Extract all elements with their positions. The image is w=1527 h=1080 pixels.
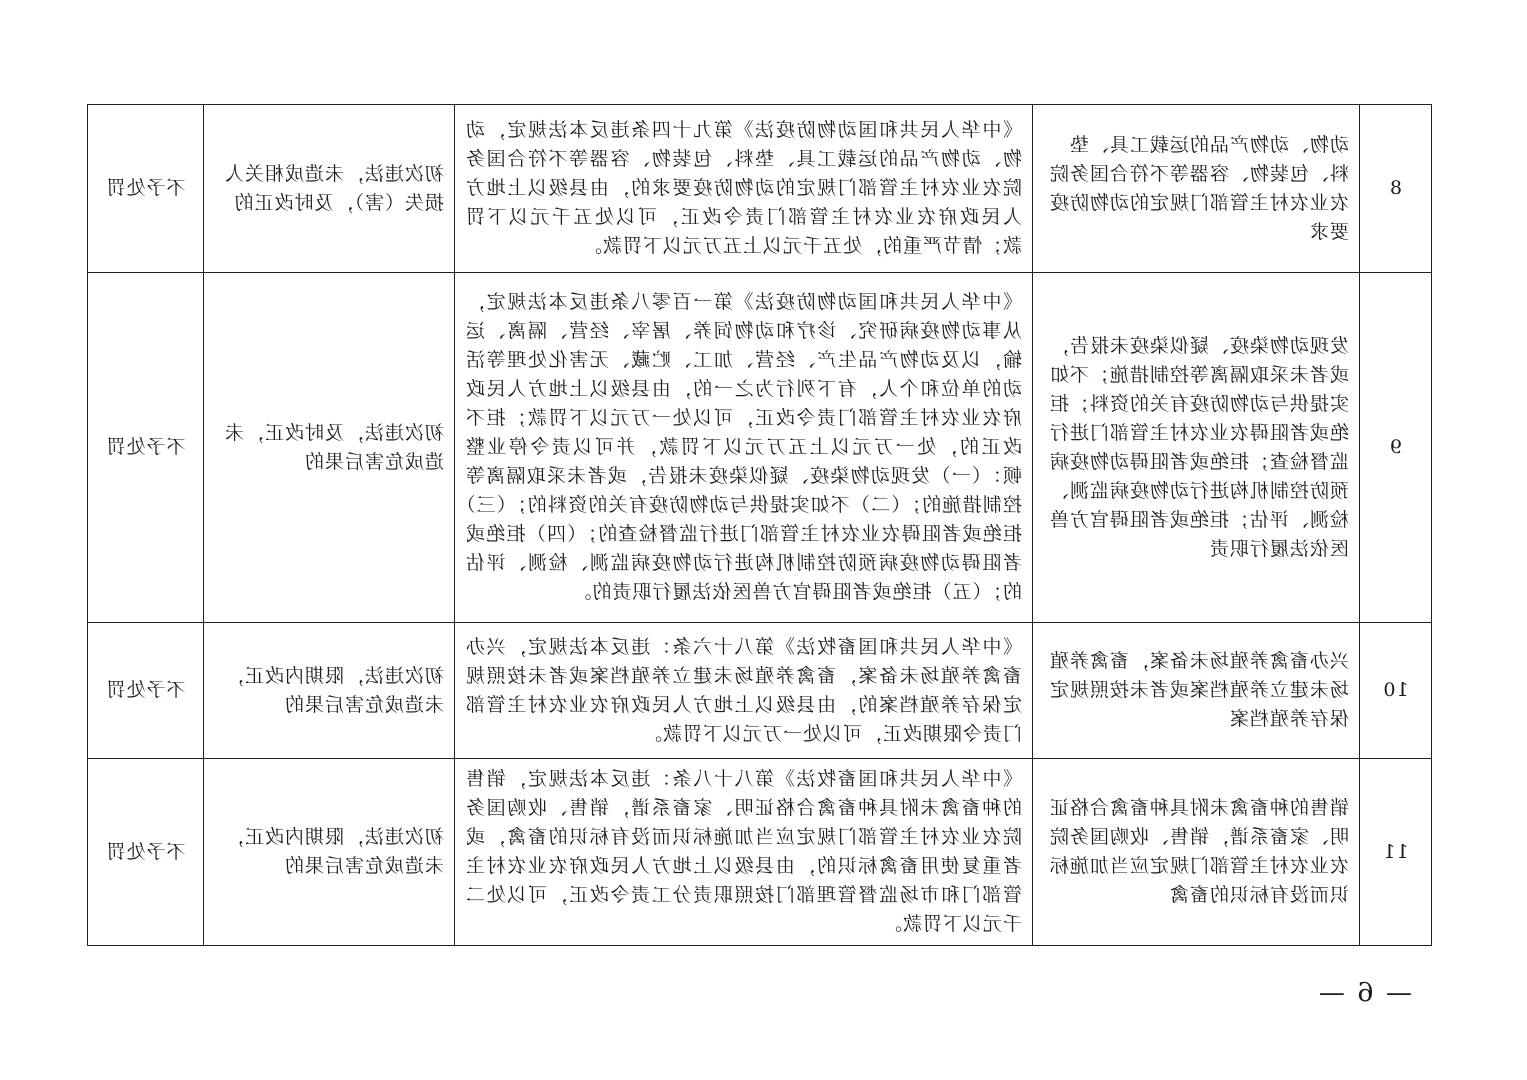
table-row	[88, 105, 1432, 273]
violation-act: 兴办畜禽养殖场未备案，畜禽养殖场未建立养殖档案或者未按照规定保存养殖档案	[1033, 623, 1360, 759]
legal-basis: 《中华人民共和国动物防疫法》第一百零八条违反本法规定，从事动物疫病研究、诊疗和动物饲养、屠宰、经营、隔离、运输，以及动物产品生产、经营、加工、贮藏、无害化处理等活动的单位和个人，有下列行为之一的，由县级以上地方人民政府农业农村主管部门责令改正，可以处一万元以下罚款；拒不改正的，处一万元以上五万元以下罚款，并可以责令停业整顿：（一）发现动物染疫、疑似染疫未报告，或者未采取隔离等控制措施的；（二）不如实提供与动物防疫有关的资料的；（三）拒绝或者阻碍农业农村主管部门进行监督检查的；（四）拒绝或者阻碍动物疫病预防控制机构进行动物疫病监测、检测、评估的；（五）拒绝或者阻碍官方兽医依法履行职责的。	[455, 273, 1033, 623]
exemption-condition: 初次违法，限期内改正，未造成危害后果的	[204, 623, 455, 759]
row-number: 11	[1360, 759, 1432, 946]
legal-basis: 《中华人民共和国动物防疫法》第九十四条违反本法规定，动物、动物产品的运载工具、垫料、包装物、容器等不符合国务院农业农村主管部门规定的动物防疫要求的，由县级以上地方人民政府农业农村主管部门责令改正，可以处五千元以下罚款；情节严重的，处五千元以上五万元以下罚款。	[455, 105, 1033, 273]
exemption-condition: 初次违法，及时改正，未造成危害后果的	[204, 273, 455, 623]
legal-basis: 《中华人民共和国畜牧法》第八十八条：违反本法规定，销售的种畜禽未附具种畜禽合格证明、家畜系谱，销售、收购国务院农业农村主管部门规定应当加施标识而没有标识的畜禽，或者重复使用畜禽标识的，由县级以上地方人民政府农业农村主管部门和市场监督管理部门按照职责分工责令改正，可以处二千元以下罚款。	[455, 759, 1033, 946]
row-number: 9	[1360, 273, 1432, 623]
table-row	[88, 759, 1432, 946]
penalty-result: 不予处罚	[88, 273, 204, 623]
violation-act: 发现动物染疫、疑似染疫未报告，或者未采取隔离等控制措施；不如实提供与动物防疫有关的资料；拒绝或者阻碍农业农村主管部门进行监督检查；拒绝或者阻碍动物疫病预防控制机构进行动物疫病监测、检测、评估；拒绝或者阻碍官方兽医依法履行职责	[1033, 273, 1360, 623]
penalty-exemption-table	[87, 104, 1432, 946]
table-row	[88, 623, 1432, 759]
violation-act: 动物、动物产品的运载工具、垫料、包装物、容器等不符合国务院农业农村主管部门规定的动物防疫要求	[1033, 105, 1360, 273]
exemption-condition: 初次违法，限期内改正，未造成危害后果的	[204, 759, 455, 946]
violation-act: 销售的种畜禽未附具种畜禽合格证明、家畜系谱，销售、收购国务院农业农村主管部门规定应当加施标识而没有标识的畜禽	[1033, 759, 1360, 946]
penalty-result: 不予处罚	[88, 759, 204, 946]
legal-basis: 《中华人民共和国畜牧法》第八十六条：违反本法规定，兴办畜禽养殖场未备案，畜禽养殖场未建立养殖档案或者未按照规定保存养殖档案的，由县级以上地方人民政府农业农村主管部门责令限期改正，可以处一万元以下罚款。	[455, 623, 1033, 759]
exemption-condition: 初次违法，未造成相关人损失（害），及时改正的	[204, 105, 455, 273]
page-number: — 6 —	[1316, 978, 1412, 1008]
penalty-result: 不予处罚	[88, 105, 204, 273]
row-number: 8	[1360, 105, 1432, 273]
penalty-result: 不予处罚	[88, 623, 204, 759]
table-row	[88, 273, 1432, 623]
row-number: 10	[1360, 623, 1432, 759]
